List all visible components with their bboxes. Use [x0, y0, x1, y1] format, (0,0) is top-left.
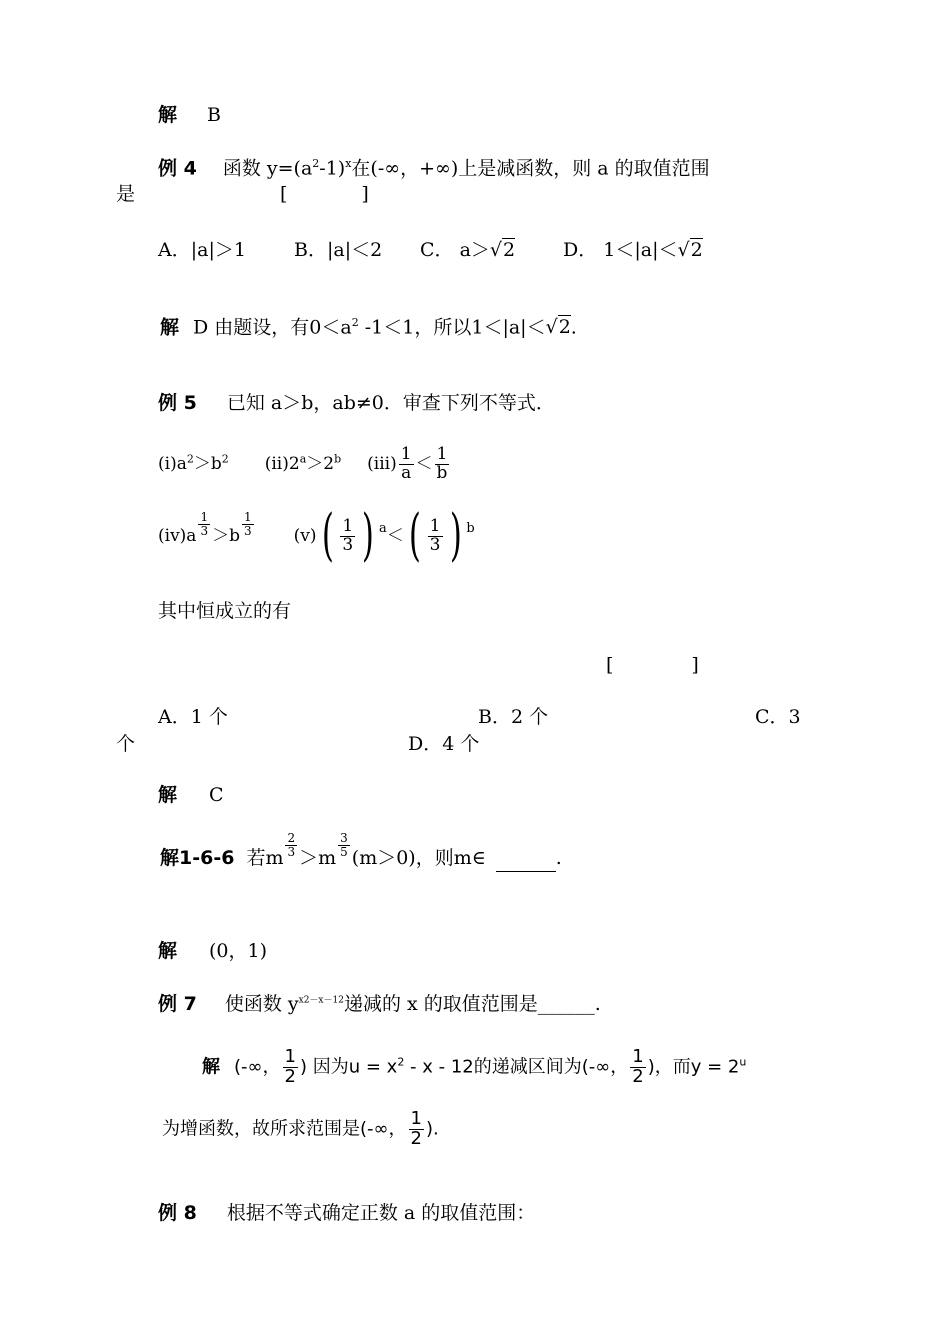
example-label: 例 4	[158, 157, 197, 180]
sqrt-symbol: √2	[489, 239, 516, 261]
example-text: .	[555, 847, 562, 870]
example-label: 例 8	[158, 1202, 197, 1224]
denominator: b	[436, 462, 448, 483]
fraction-exponent	[242, 511, 254, 537]
exponent: x2－x－12	[298, 995, 344, 1006]
option-text: C．3	[755, 706, 801, 728]
example-label: 解1-6-6	[160, 847, 235, 870]
math-text: ＜	[386, 525, 404, 546]
example-4-line-2	[116, 183, 135, 206]
example-text: 是	[116, 183, 136, 205]
radicand: 2	[558, 316, 571, 339]
inequality-row-2	[158, 503, 475, 568]
exponent: b	[334, 452, 342, 466]
bracket-close: ]	[361, 183, 369, 205]
option-b	[478, 706, 548, 729]
right-paren: )	[449, 503, 462, 568]
fraction	[428, 515, 443, 555]
inequality-v	[293, 503, 475, 568]
denominator: 5	[340, 844, 348, 859]
exponent: x	[345, 157, 352, 170]
solution-7-line-2	[162, 1110, 439, 1149]
fraction	[399, 446, 414, 483]
solution-line	[158, 940, 267, 963]
fraction	[435, 446, 450, 483]
denominator: 3	[342, 534, 354, 555]
option-text: B．|a|＜2	[294, 239, 383, 261]
solution-line	[158, 104, 221, 127]
example-text: -1)	[319, 157, 346, 180]
exponent: a	[299, 452, 307, 466]
left-paren: (	[321, 503, 334, 568]
inequality-iv	[158, 509, 256, 546]
denominator: a	[401, 462, 412, 483]
option-text: D．4 个	[408, 733, 480, 755]
math-text: (v)	[293, 525, 317, 546]
math-text: ＞b	[212, 525, 240, 546]
bracket-open: [	[606, 654, 614, 676]
denominator: 2	[410, 1127, 422, 1149]
fraction	[340, 515, 355, 555]
math-text: (ii)2	[264, 453, 300, 474]
solution-label: 解	[202, 1056, 220, 1078]
option-text: C． a＞	[420, 239, 490, 261]
option-text: A．|a|＞1	[158, 239, 246, 261]
denominator: 2	[284, 1065, 296, 1087]
inequality-i	[158, 454, 229, 474]
example-text: 已知 a＞b，ab≠0．审查下列不等式．	[226, 392, 555, 414]
math-text: ＞2	[306, 453, 335, 474]
fraction	[283, 1048, 298, 1087]
solution-label: 解	[158, 104, 178, 126]
bracket-close: ]	[691, 654, 699, 676]
numerator: 1	[284, 1046, 296, 1067]
inequality-row-1	[158, 446, 451, 483]
solution-4-line	[160, 316, 577, 339]
example-text: ＞m	[299, 847, 337, 870]
solution-line	[158, 784, 224, 807]
solution-7-line	[202, 1048, 746, 1087]
fraction	[409, 1110, 424, 1149]
example-text: 根据不等式确定正数 a 的取值范围：	[226, 1202, 536, 1224]
option-c-wrap	[116, 733, 135, 756]
denominator: 3	[429, 534, 441, 555]
radicand: 2	[690, 239, 703, 261]
answer-bracket	[280, 183, 369, 206]
math-text: (iv)a	[158, 525, 197, 546]
exponent: 2	[221, 452, 229, 466]
option-text: A．1 个	[158, 706, 228, 728]
inequality-ii	[265, 454, 341, 474]
numerator: 1	[342, 515, 354, 536]
exponent: 2	[351, 316, 359, 329]
denominator: 3	[243, 523, 252, 538]
example-5-line	[158, 392, 555, 415]
exponent: u	[739, 1055, 747, 1069]
fraction	[630, 1048, 645, 1087]
math-text: (i)a	[158, 453, 187, 474]
option-a	[158, 239, 246, 262]
example-text: 若m	[246, 847, 284, 870]
example-text: 在(-∞，+∞)上是减函数，则 a 的取值范围	[351, 157, 710, 180]
example-text: 函数 y=(a	[222, 157, 313, 180]
exponent: 2	[186, 452, 194, 466]
question-label: 其中恒成立的有	[158, 600, 292, 622]
solution-text: (-∞，	[234, 1056, 281, 1078]
numerator: 1	[429, 515, 441, 536]
option-c	[420, 239, 515, 262]
radicand: 2	[503, 239, 516, 261]
example-text: 使函数 y	[224, 993, 299, 1015]
right-paren: )	[362, 503, 375, 568]
example-7-line	[158, 993, 601, 1016]
example-label: 例 7	[158, 993, 197, 1015]
inequality-iii	[367, 444, 451, 483]
answer-bracket	[606, 654, 699, 677]
option-b	[294, 239, 382, 262]
numerator: 1	[243, 509, 252, 524]
example-6-line	[160, 831, 562, 872]
solution-answer: B	[207, 104, 221, 126]
solution-text: ) 因为u = x	[299, 1056, 398, 1078]
solution-text: )，而y = 2	[647, 1056, 740, 1078]
option-c	[755, 706, 801, 729]
numerator: 1	[435, 446, 450, 465]
solution-text: 为增函数，故所求范围是(-∞，	[162, 1118, 407, 1140]
fraction-exponent	[338, 832, 350, 858]
solution-text: - x - 12的递减区间为(-∞，	[404, 1056, 629, 1078]
example-4-line	[158, 157, 710, 180]
solution-text: D 由题设，有0＜a	[193, 316, 352, 339]
sqrt-symbol: √2	[677, 239, 703, 261]
solution-label: 解	[158, 940, 178, 962]
fraction-exponent	[285, 832, 297, 858]
exponent: a	[379, 520, 387, 536]
denominator: 2	[632, 1065, 644, 1087]
answer-blank[interactable]	[496, 853, 556, 872]
math-text: (iii)	[367, 453, 397, 474]
numerator: 3	[340, 831, 348, 845]
option-d	[563, 239, 703, 262]
solution-text: -1＜1，所以1＜|a|＜	[358, 316, 546, 339]
numerator: 1	[200, 509, 209, 524]
numerator: 1	[632, 1046, 644, 1067]
denominator: 3	[200, 523, 209, 538]
fraction-exponent	[198, 511, 210, 537]
numerator: 1	[410, 1108, 422, 1129]
sqrt-symbol: √2	[545, 316, 571, 339]
example-label: 例 5	[158, 392, 197, 414]
solution-text: ).	[425, 1118, 439, 1140]
option-text: B．2 个	[478, 706, 549, 728]
solution-label: 解	[160, 316, 180, 339]
option-text: 个	[116, 733, 136, 755]
question-text	[158, 600, 291, 623]
math-text: ＜	[415, 453, 433, 474]
bracket-open: [	[280, 183, 288, 205]
math-text: ＞b	[193, 453, 222, 474]
option-text: D． 1＜|a|＜	[563, 239, 678, 261]
option-d	[408, 733, 479, 756]
solution-answer: C	[209, 784, 224, 806]
denominator: 3	[287, 844, 296, 859]
example-text: 递减的 x 的取值范围是______.	[343, 993, 601, 1015]
solution-text: .	[570, 316, 577, 339]
example-text: (m＞0)，则m∈	[351, 847, 486, 870]
left-paren: (	[408, 503, 421, 568]
numerator: 2	[287, 831, 296, 845]
exponent: b	[466, 520, 475, 536]
example-8-line	[158, 1202, 535, 1225]
exponent: 2	[312, 157, 320, 170]
solution-answer: (0，1)	[209, 940, 268, 962]
option-a	[158, 706, 228, 729]
numerator: 1	[400, 444, 412, 464]
solution-label: 解	[158, 784, 178, 806]
exponent: 2	[397, 1055, 405, 1069]
